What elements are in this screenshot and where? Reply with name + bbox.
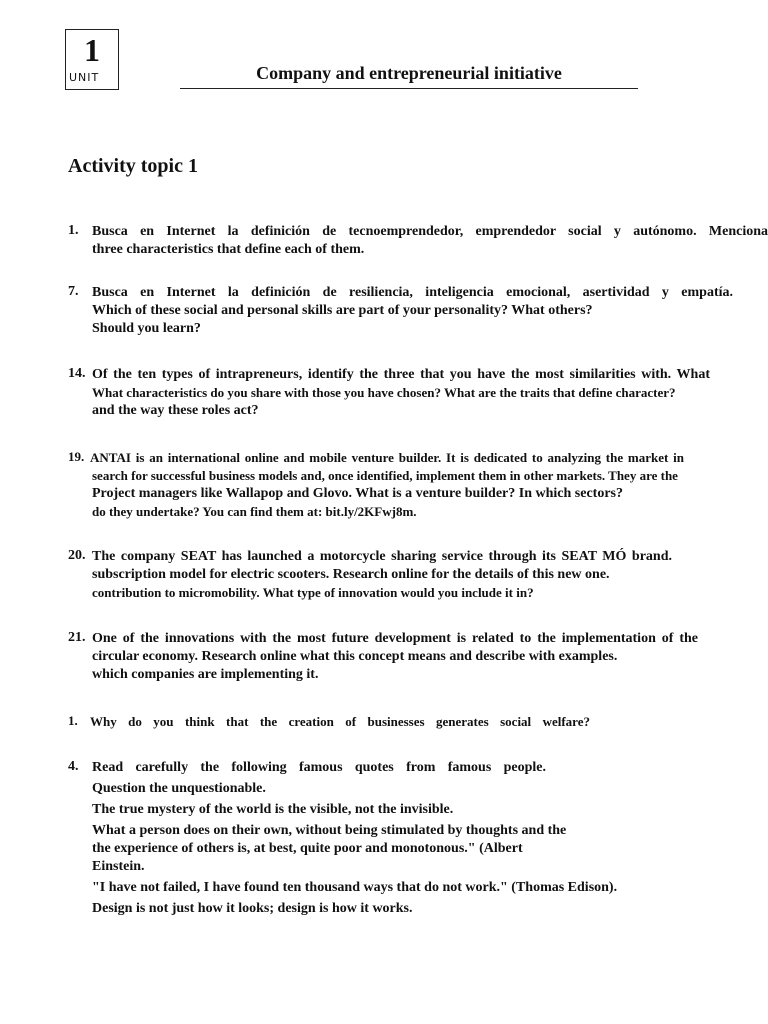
item-number: 21. bbox=[68, 630, 86, 645]
unit-badge bbox=[65, 29, 119, 90]
item-line: Why do you think that the creation of businesses generates social welfare? bbox=[90, 714, 590, 729]
item-number: 19. bbox=[68, 449, 85, 464]
item-line: Busca en Internet la definición de resiliencia, inteligencia emocional, asertividad y empatía. bbox=[92, 285, 733, 300]
item-number: 7. bbox=[68, 284, 79, 299]
item-number: 1. bbox=[68, 223, 79, 238]
item-line: Read carefully the following famous quotes from famous people. bbox=[92, 760, 546, 775]
quote-line: What a person does on their own, without being stimulated by thoughts and the bbox=[92, 823, 567, 838]
activity-item-1b bbox=[68, 713, 590, 731]
activity-item-14 bbox=[68, 366, 710, 420]
unit-number: 1 bbox=[84, 32, 100, 68]
item-line: Which of these social and personal skills are part of your personality? What others? bbox=[92, 303, 593, 318]
item-line: Busca en Internet la definición de tecnoemprendedor, emprendedor social y autónomo. Menciona bbox=[92, 224, 768, 239]
item-line: contribution to micromobility. What type of innovation would you include it in? bbox=[92, 585, 534, 600]
item-line: Of the ten types of intrapreneurs, identify the three that you have the most similarities with. What bbox=[92, 367, 710, 382]
header-title: Company and entrepreneurial initiative bbox=[256, 63, 562, 83]
item-line: do they undertake? You can find them at: bit.ly/2KFwj8m. bbox=[92, 504, 417, 519]
activity-item-21 bbox=[68, 630, 698, 684]
quote-line: Einstein. bbox=[92, 859, 145, 874]
item-number: 4. bbox=[68, 759, 79, 774]
activity-item-7 bbox=[68, 284, 733, 338]
item-line: search for successful business models and, once identified, implement them in other markets. They are the bbox=[92, 468, 678, 483]
item-line: What characteristics do you share with those you have chosen? What are the traits that define character? bbox=[92, 385, 676, 400]
item-number: 1. bbox=[68, 713, 78, 728]
item-line: subscription model for electric scooters. Research online for the details of this new one. bbox=[92, 567, 610, 582]
item-number: 20. bbox=[68, 548, 86, 563]
item-line: Should you learn? bbox=[92, 321, 201, 336]
item-line: ANTAI is an international online and mobile venture builder. It is dedicated to analyzing the market in bbox=[90, 450, 684, 465]
item-line: The company SEAT has launched a motorcycle sharing service through its SEAT MÓ brand. bbox=[92, 549, 672, 564]
activity-item-4 bbox=[68, 759, 618, 918]
quote-line: The true mystery of the world is the visible, not the invisible. bbox=[92, 802, 454, 817]
activity-item-1 bbox=[68, 223, 768, 259]
item-line: three characteristics that define each of them. bbox=[92, 242, 365, 257]
page-title: Activity topic 1 bbox=[68, 155, 198, 177]
item-line: which companies are implementing it. bbox=[92, 667, 319, 682]
item-number: 14. bbox=[68, 366, 86, 381]
activity-item-19 bbox=[68, 449, 684, 521]
quote-line: "I have not failed, I have found ten thousand ways that do not work." (Thomas Edison). bbox=[92, 880, 618, 895]
item-line: and the way these roles act? bbox=[92, 403, 259, 418]
quote-line: the experience of others is, at best, quite poor and monotonous." (Albert bbox=[92, 841, 523, 856]
quote-line: Design is not just how it looks; design is how it works. bbox=[92, 901, 413, 916]
item-line: Project managers like Wallapop and Glovo. What is a venture builder? In which sectors? bbox=[92, 486, 623, 501]
unit-label: UNIT bbox=[69, 71, 100, 84]
activity-item-20 bbox=[68, 548, 672, 602]
item-line: circular economy. Research online what this concept means and describe with examples. bbox=[92, 649, 618, 664]
quote-line: Question the unquestionable. bbox=[92, 781, 266, 796]
item-line: One of the innovations with the most future development is related to the implementation of the bbox=[92, 631, 698, 646]
header-divider bbox=[180, 88, 638, 89]
